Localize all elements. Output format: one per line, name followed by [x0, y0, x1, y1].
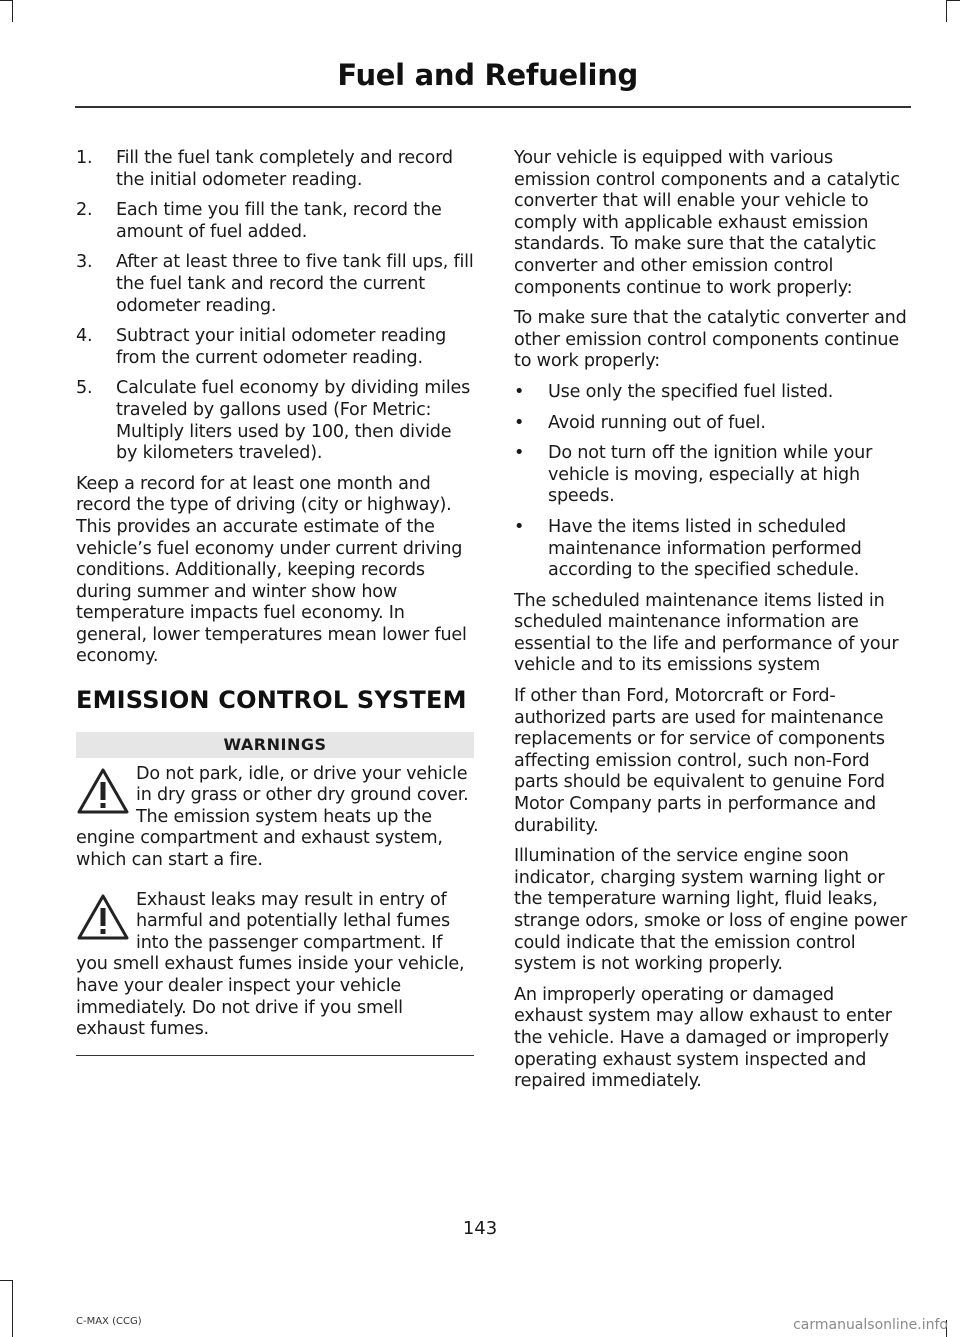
page-number: 143 [462, 1218, 498, 1239]
paragraph: An improperly operating or damaged exhaust system may allow exhaust to enter the vehicle. Have a damaged or improperly operating exhaust system inspected and repaired immediately. [514, 984, 892, 1092]
bullet-text: Use only the specified fuel listed. [548, 381, 834, 402]
crop-mark [0, 0, 12, 1]
step-text: After at least three to five tank fill ups, fill the fuel tank and record the current odometer reading. [116, 252, 474, 316]
paragraph: The scheduled maintenance items listed in scheduled maintenance information are essential to the life and performance of your vehicle and to its emissions system [514, 590, 899, 676]
crop-mark [947, 0, 960, 1]
right-column [514, 148, 908, 1102]
bullet-text: Do not turn off the ignition while your vehicle is moving, especially at high speeds. [548, 443, 873, 507]
warning-text: Do not park, idle, or drive your vehicle in dry grass or other dry ground cover. The emission system heats up the engine compartment and exhaust system, which can start a fire. [76, 763, 469, 871]
step-text: Subtract your initial odometer reading from the current odometer reading. [116, 326, 447, 368]
crop-mark [12, 1280, 13, 1337]
paragraph: If other than Ford, Motorcraft or Ford-authorized parts are used for maintenance replacements or for service of components affecting emission control, such non-Ford parts should be equivalent to genuine Ford Motor Company parts in performance and durability. [514, 686, 885, 836]
list-item [76, 148, 474, 191]
bullet: • [514, 516, 525, 537]
bullet-text: Have the items listed in scheduled maintenance information performed according to the specified schedule. [548, 516, 862, 581]
step-number: 3. [76, 252, 93, 273]
header-divider [75, 106, 911, 108]
crop-mark [0, 1280, 12, 1281]
warnings-header: WARNINGS [76, 732, 474, 758]
step-text: Each time you fill the tank, record the amount of fuel added. [116, 200, 442, 242]
bullet: • [514, 443, 525, 464]
step-number: 2. [76, 200, 93, 221]
list-item [514, 413, 908, 435]
warnings-divider [76, 1055, 474, 1056]
warning-block [76, 764, 474, 872]
left-column [76, 148, 474, 1056]
warning-triangle-icon [76, 766, 130, 816]
step-number: 4. [76, 326, 93, 347]
warning-block [76, 890, 474, 1041]
paragraph: Your vehicle is equipped with various emission control components and a catalytic converter that will enable your vehicle to comply with applicable exhaust emission standards. To make sure that the catalytic converter and other emission control components continue to work properly: [514, 148, 900, 298]
watermark: carmanualsonline.info [793, 1317, 948, 1333]
page-title: Fuel and Refueling [337, 58, 638, 92]
list-item [76, 200, 474, 243]
section-heading: EMISSION CONTROL SYSTEM [76, 686, 467, 715]
list-item [76, 252, 474, 317]
list-item [76, 378, 474, 464]
paragraph: Keep a record for at least one month and record the type of driving (city or highway). This provides an accurate estimate of the vehicle’s fuel economy under current driving conditions. Additionally, keeping records during summer and winter show how temperature impacts fuel economy. In general, lower temperatures mean lower fuel economy. [76, 473, 467, 667]
warning-text: Exhaust leaks may result in entry of harmful and potentially lethal fumes into the passenger compartment. If you smell exhaust fumes inside your vehicle, have your dealer inspect your vehicle immediately. Do not drive if you smell exhaust fumes. [76, 889, 465, 1040]
bullet-text: Avoid running out of fuel. [548, 412, 766, 433]
model-code: C-MAX (CCG) [76, 1316, 142, 1327]
crop-mark [12, 0, 13, 22]
paragraph: To make sure that the catalytic converter and other emission control components continue to work properly: [514, 308, 907, 372]
warning-triangle-icon [76, 892, 130, 942]
list-item [76, 326, 474, 369]
bullet: • [514, 412, 525, 433]
step-number: 1. [76, 148, 93, 168]
crop-mark [946, 0, 947, 22]
list-item [514, 443, 908, 508]
bullet: • [514, 381, 525, 402]
list-item [514, 517, 908, 582]
step-number: 5. [76, 378, 93, 399]
list-item [514, 382, 908, 404]
step-text: Calculate fuel economy by dividing miles traveled by gallons used (For Metric: Multiply liters used by 100, then divide by kilometers traveled). [116, 378, 471, 464]
step-text: Fill the fuel tank completely and record the initial odometer reading. [116, 148, 453, 190]
paragraph: Illumination of the service engine soon indicator, charging system warning light or the temperature warning light, fluid leaks, strange odors, smoke or loss of engine power could indicate that the emission control system is not working properly. [514, 846, 908, 975]
